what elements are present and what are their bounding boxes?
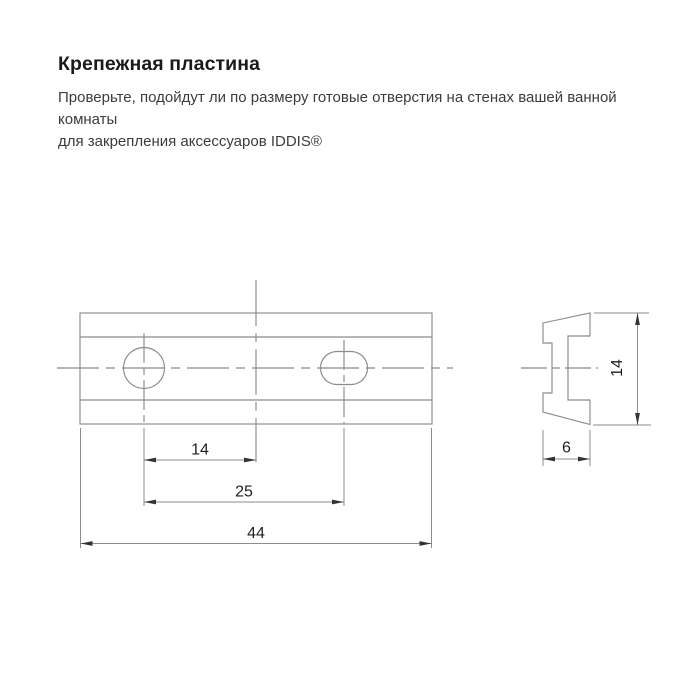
front-view [57,280,453,548]
dimension-label-14-vertical: 14 [609,359,626,377]
dimension-label-14: 14 [191,441,209,459]
description-line-2: для закрепления аксессуаров IDDIS® [58,133,322,150]
dimension-label-25: 25 [235,483,253,501]
dimension-label-44: 44 [247,525,265,542]
dimension-label-6: 6 [562,439,571,457]
dimension-overall-length [81,525,432,544]
dimension-hole-to-center [144,442,256,461]
dimension-profile-depth [543,430,590,466]
dimension-profile-height [593,313,651,425]
dimension-hole-spacing [144,484,344,503]
side-profile-outline [543,313,590,425]
description-line-1: Проверьте, подойдут ли по размеру готовые отверстия на стенах вашей ванной комнаты [58,89,617,128]
side-view [521,313,651,466]
page-title: Крепежная пластина [58,53,261,75]
